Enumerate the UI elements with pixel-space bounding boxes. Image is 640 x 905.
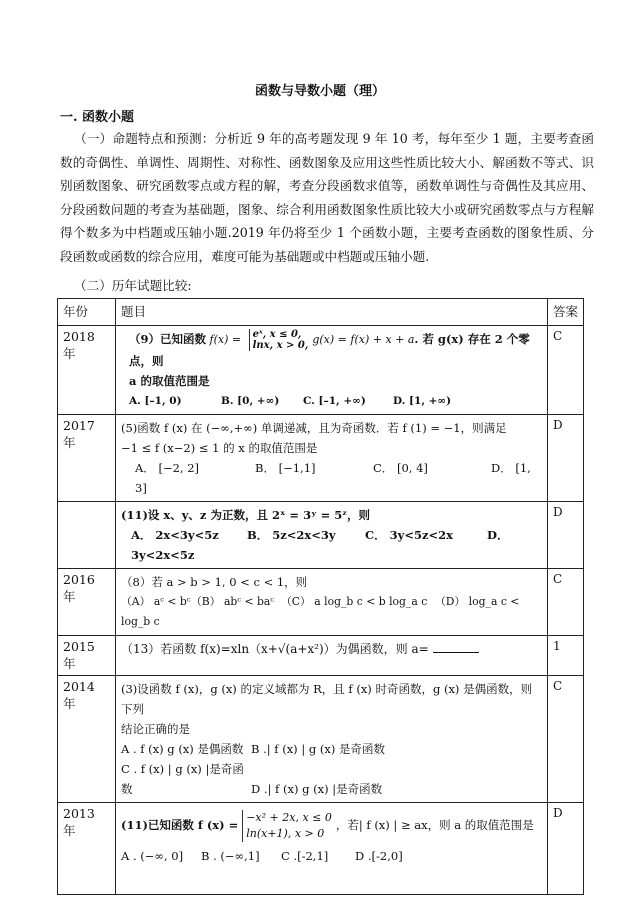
question-text: ，若| f (x) | ≥ ax，则 a 的取值范围是 [335, 818, 534, 832]
table-row [58, 326, 584, 415]
piece-line: lnx, x > 0, [252, 340, 309, 351]
answer-cell: D [548, 415, 584, 502]
part1-text: 命题特点和预测：分析近 9 年的高考题发现 9 年 10 考，每年至少 1 题，主要考查函数的奇偶性、单调性、周期性、对称性、函数图象及应用这些性质比较大小、解函数不等式、识别函数图象、研究函数零点或方程的解，考查分段函数求值等，函数单调性与奇偶性及其应用、分段函数问题的考查为基础题，图象、综合利用函数图象性质比较大小或研究函数零点与方程解得个数多为中档题或压轴小题.2019 年仍将至少 1 个函数小题，主要考查函数的图象性质、分段函数或函数的综合应用，难度可能为基础题或中档题或压轴小题. [60, 131, 595, 264]
header-question: 题目 [116, 299, 548, 326]
year-cell: 2016 年 [58, 569, 116, 636]
option-a: A . (−∞, 0] [121, 849, 184, 863]
year-cell: 2014 年 [58, 676, 116, 803]
question-text: (5)函数 f (x) 在 (−∞,+∞) 单调递减，且为奇函数．若 f (1) = −1，则满足 [121, 421, 507, 435]
answer-cell: D [548, 803, 584, 895]
option-c: C .[-2,1] [281, 849, 329, 863]
piece-line: ln(x+1), x > 0 [246, 827, 325, 840]
answer-cell: D [548, 502, 584, 569]
year-cell [58, 502, 116, 569]
question-cell [116, 502, 548, 569]
option-c: C. [–1, +∞) [303, 395, 366, 407]
option-a: A. [–1, 0) [129, 395, 182, 407]
table-row [58, 415, 584, 502]
question-text: . 若 g(x) 存在 2 个零点，则 [129, 332, 530, 368]
option-d: D． 3y<2x<5z [131, 528, 509, 562]
option-b: B. [0, +∞) [221, 395, 280, 407]
question-math: g(x) = f(x) + x + a [312, 333, 415, 346]
option-a: A． [−2, 2] [135, 461, 200, 475]
question-text: （9）已知函数 [129, 332, 207, 346]
question-cell [116, 676, 548, 803]
answer-cell: 1 [548, 636, 584, 676]
option-d: D． [1, 3] [135, 461, 531, 495]
option-b: B． 5z<2x<3y [247, 528, 336, 542]
option-a: A． 2x<3y<5z [131, 528, 219, 542]
piecewise-brace [249, 329, 309, 351]
option-d: D .| f (x) g (x) |是奇函数 [251, 782, 383, 796]
piece-line: −x² + 2x, x ≤ 0 [246, 811, 332, 824]
option-b: B . (−∞,1] [201, 849, 260, 863]
question-text: 结论正确的是 [121, 722, 190, 736]
table-row [58, 569, 584, 636]
option-b: （B） abᶜ < baᶜ [191, 595, 275, 608]
answer-cell: C [548, 676, 584, 803]
question-cell [116, 415, 548, 502]
option-b: B． [−1,1] [255, 461, 316, 475]
answer-cell: C [548, 326, 584, 415]
option-a: （A） aᶜ < bᶜ [121, 595, 191, 608]
option-d: D. [1, +∞) [393, 395, 452, 407]
header-answer: 答案 [548, 299, 584, 326]
table-row [58, 676, 584, 803]
section-heading: 一. 函数小题 [60, 110, 135, 125]
option-d: D .[-2,0] [355, 849, 403, 863]
table-header-row [58, 299, 584, 326]
question-cell [116, 636, 548, 676]
option-c: （C） a log_b c < b log_a c [281, 595, 428, 608]
option-d: （D） log_a c < log_b c [121, 595, 520, 628]
question-cell [116, 803, 548, 895]
question-text: (11)设 x、y、z 为正数，且 2ˣ = 3ʸ = 5ᶻ，则 [121, 508, 371, 522]
option-c: C . f (x) | g (x) |是奇函数 [121, 762, 244, 796]
table-row [58, 636, 584, 676]
option-b: B .| f (x) | g (x) 是奇函数 [251, 742, 385, 756]
option-c: C． [0, 4] [373, 461, 428, 475]
answer-cell: C [548, 569, 584, 636]
answer-blank [433, 652, 479, 653]
document-title: 函数与导数小题（理） [254, 84, 385, 99]
question-text: (11)已知函数 f (x) = [121, 818, 239, 832]
exam-history-table [57, 298, 584, 895]
question-cell [116, 569, 548, 636]
year-cell: 2018 年 [58, 326, 116, 415]
option-a: A . f (x) g (x) 是偶函数 [121, 742, 244, 756]
year-cell: 2017 年 [58, 415, 116, 502]
question-text: −1 ≤ f (x−2) ≤ 1 的 x 的取值范围是 [121, 441, 318, 455]
header-year: 年份 [58, 299, 116, 326]
part1-label: （一） [74, 131, 113, 146]
subsection-heading: （二）历年试题比较: [74, 278, 192, 293]
question-text: （13）若函数 f(x)=xln（x+√(a+x²)）为偶函数，则 a= [121, 642, 429, 656]
question-cell: （9）已知函数 f(x) = eˣ, x ≤ 0, lnx, x > 0, g(x) = f(x) + x + a. 若 g(x) 存在 2 个零点，则 a 的取值范围是 A. [–1, 0) B. [0, +∞) C. [–1, +∞) D. [1, +∞) [116, 326, 548, 415]
year-cell: 2013 年 [58, 803, 116, 895]
year-cell: 2015 年 [58, 636, 116, 676]
piecewise-brace [242, 810, 332, 842]
question-text: (3)设函数 f (x)，g (x) 的定义域都为 R，且 f (x) 时奇函数，g (x) 是偶函数，则下列 [121, 682, 533, 716]
intro-paragraph [60, 127, 594, 269]
piece-line: eˣ, x ≤ 0, [252, 329, 302, 340]
option-c: C． 3y<5z<2x [365, 528, 454, 542]
table-row [58, 803, 584, 895]
table-row [58, 502, 584, 569]
question-text: （8）若 a > b > 1, 0 < c < 1，则 [121, 575, 308, 589]
question-text: a 的取值范围是 [129, 374, 210, 388]
